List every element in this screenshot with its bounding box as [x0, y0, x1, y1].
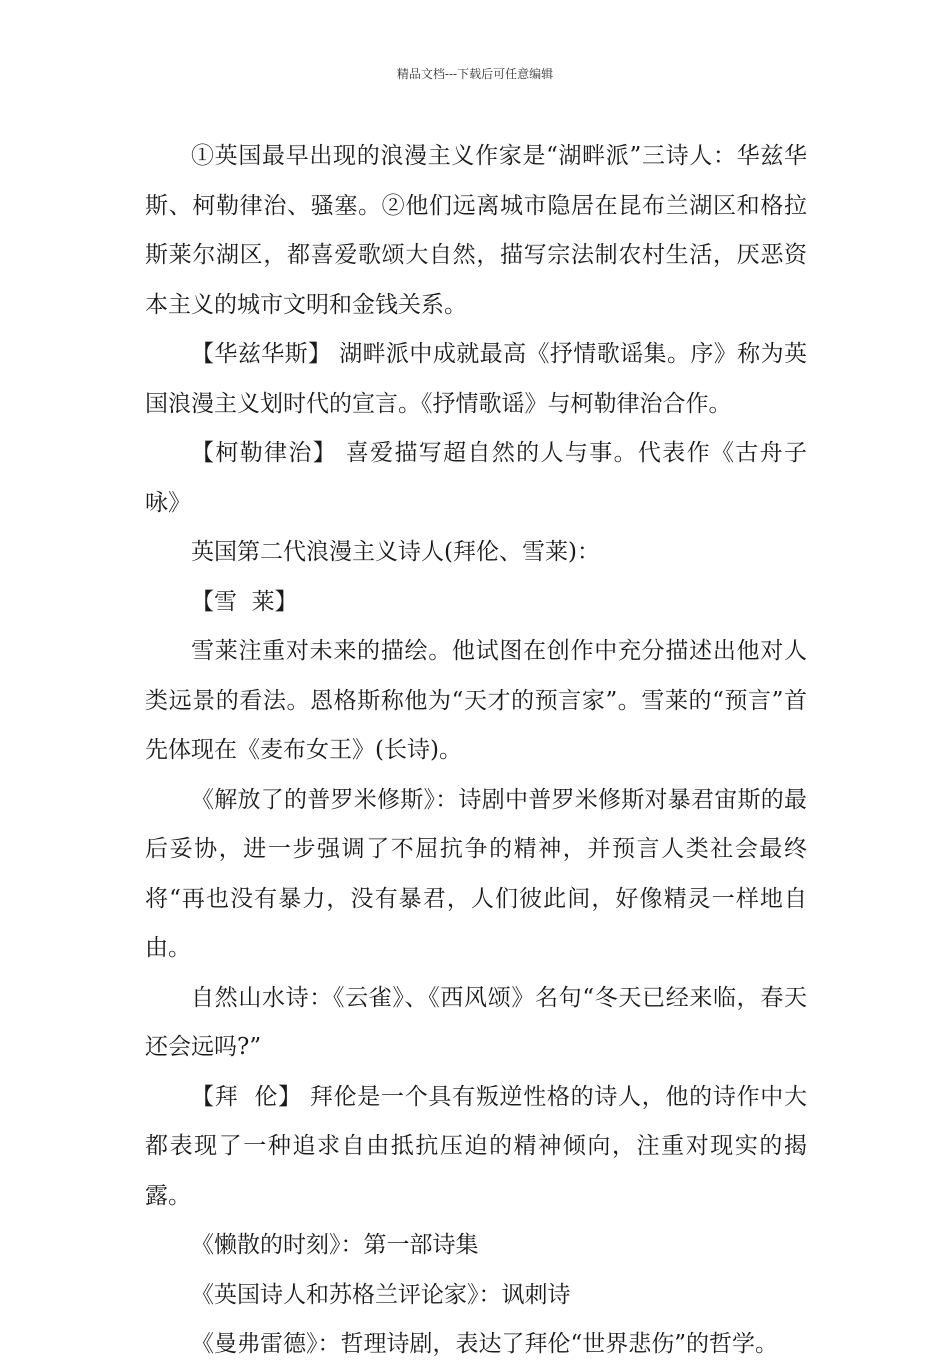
heading-shelley: 【雪 莱】 — [191, 588, 298, 615]
paragraph-hours-of-idleness: 《懒散的时刻》：第一部诗集 — [191, 1232, 479, 1258]
paragraph-lake-poets: ①英国最早出现的浪漫主义作家是“湖畔派”三诗人：华兹华斯、柯勒律治、骚塞。②他们远离城市隐居在昆布兰湖区和格拉斯莱尔湖区，都喜爱歌颂大自然，描写宗法制农村生活，厌恶资本主义的城市文明和金钱关系。 — [145, 143, 807, 318]
paragraph-manfred: 《曼弗雷德》：哲理诗剧，表达了拜伦“世界悲伤”的哲学。 — [191, 1331, 779, 1357]
page-header: 精品文档---下载后可任意编辑 — [396, 67, 554, 81]
paragraph-second-generation: 英国第二代浪漫主义诗人(拜伦、雪莱)： — [191, 539, 600, 565]
paragraph-shelley-intro: 雪莱注重对未来的描绘。他试图在创作中充分描述出他对人类远景的看法。恩格斯称他为“天才的预言家”。雪莱的“预言”首先体现在《麦布女王》(长诗)。 — [145, 638, 807, 763]
paragraph-nature-poems: 自然山水诗：《云雀》、《西风颂》名句“冬天已经来临，春天还会远吗?” — [145, 984, 807, 1060]
document-body — [145, 132, 807, 1370]
paragraph-wordsworth: 【华兹华斯】 湖畔派中成就最高《抒情歌谣集。序》称为英国浪漫主义划时代的宣言。《抒情歌谣》与柯勒律治合作。 — [145, 341, 807, 417]
paragraph-english-bards: 《英国诗人和苏格兰评论家》：讽刺诗 — [191, 1281, 571, 1308]
paragraph-prometheus: 《解放了的普罗米修斯》：诗剧中普罗米修斯对暴君宙斯的最后妥协，进一步强调了不屈抗争的精神，并预言人类社会最终将“再也没有暴力，没有暴君，人们彼此间，好像精灵一样地自由。 — [145, 786, 807, 961]
paragraph-coleridge: 【柯勒律治】 喜爱描写超自然的人与事。代表作《古舟子咏》 — [145, 440, 807, 516]
paragraph-byron: 【拜 伦】 拜伦是一个具有叛逆性格的诗人，他的诗作中大都表现了一种追求自由抵抗压迫的精神倾向，注重对现实的揭露。 — [145, 1083, 807, 1209]
